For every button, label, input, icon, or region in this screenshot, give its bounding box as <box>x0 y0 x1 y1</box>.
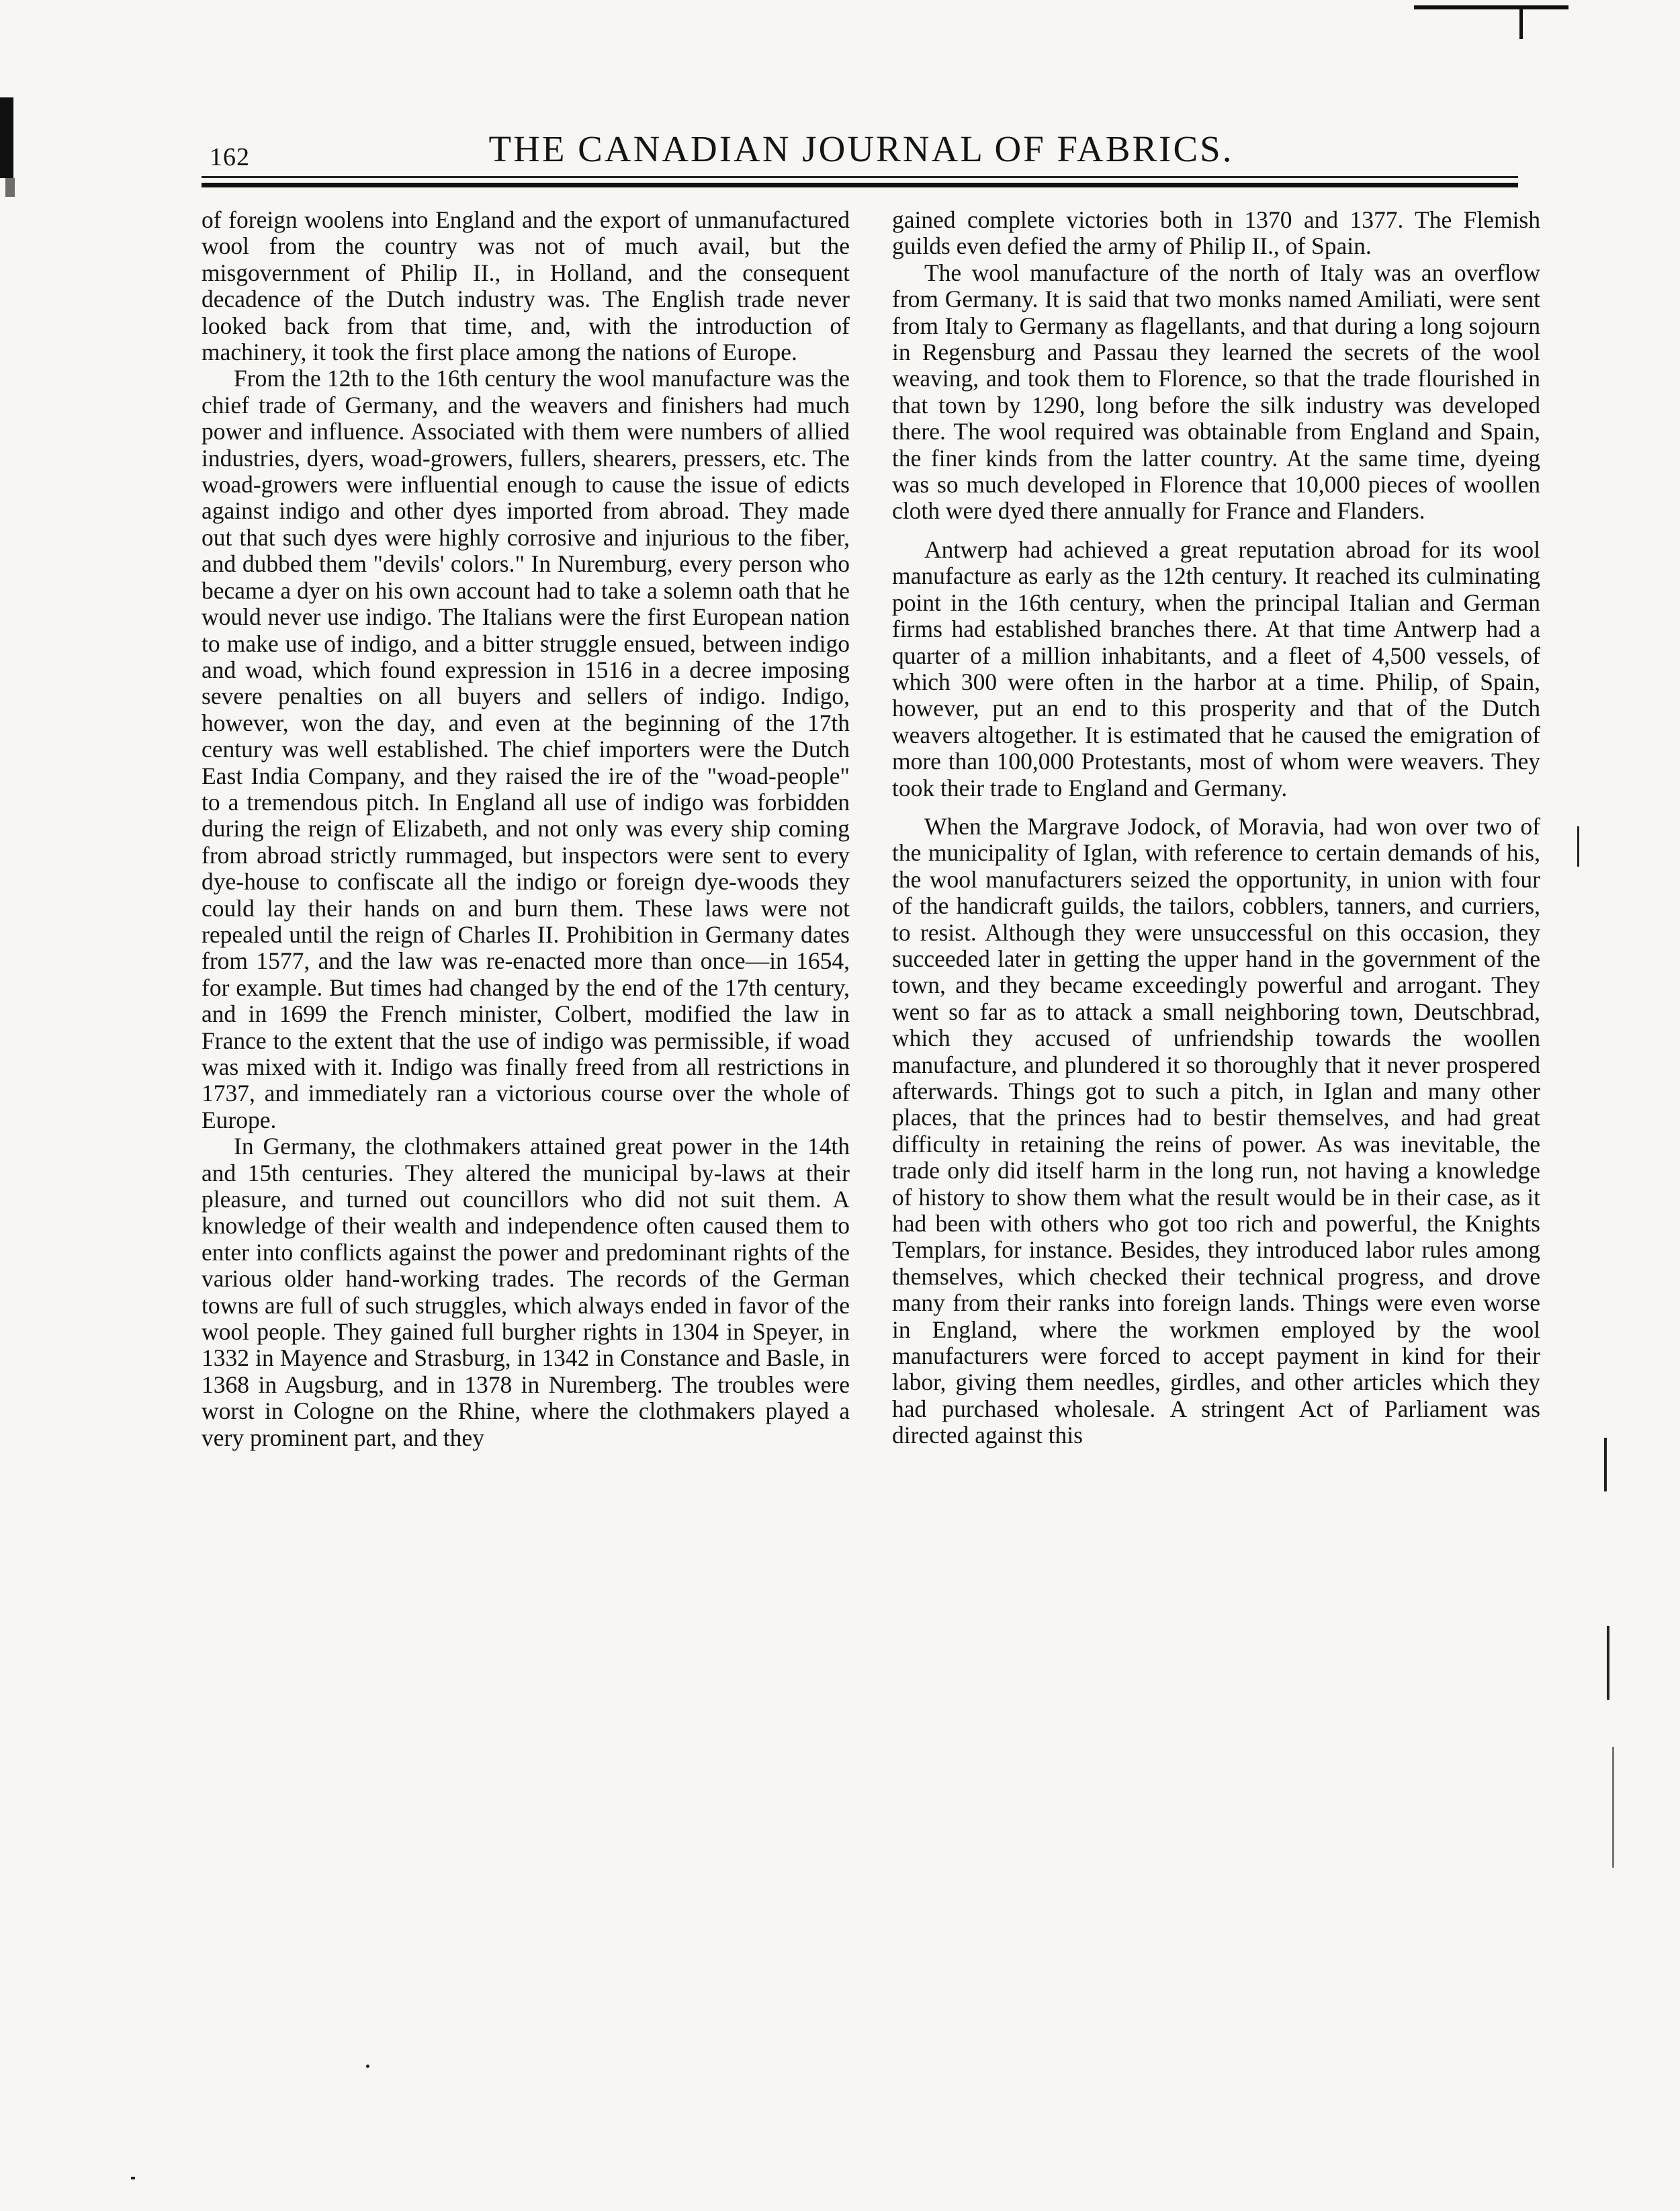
page-speck <box>131 2177 135 2179</box>
margin-mark <box>1612 1747 1614 1868</box>
page-speck <box>366 2065 369 2068</box>
margin-mark <box>1577 826 1579 867</box>
journal-title: THE CANADIAN JOURNAL OF FABRICS. <box>488 128 1234 169</box>
binding-edge-mark <box>0 97 13 178</box>
paragraph: of foreign woolens into England and the export of unmanufactured wool from the country was not of much avail, but the misgovernment of Philip II., in Holland, and the consequent decadence of the Dutch industry was. The English trade never looked back from that time, and, with the introduction of machinery, it took the first place among the nations of Europe. <box>202 207 850 366</box>
page-header <box>210 128 1513 175</box>
corner-rule <box>1414 5 1568 9</box>
right-column <box>892 207 1540 2108</box>
paragraph: In Germany, the clothmakers attained great power in the 14th and 15th centuries. They altered the municipal by-laws at their pleasure, and turned out councillors who did not suit them. A knowledge of their wealth and independence often caused them to enter into conflicts against the power and predominant rights of the various older hand-working trades. The records of the German towns are full of such struggles, which always ended in favor of the wool people. They gained full burgher rights in 1304 in Speyer, in 1332 in Mayence and Strasburg, in 1342 in Constance and Basle, in 1368 in Augsburg, and in 1378 in Nuremberg. The troubles were worst in Cologne on the Rhine, where the clothmakers played a very prominent part, and they <box>202 1133 850 1451</box>
binding-edge-smudge <box>5 178 15 197</box>
corner-tick <box>1519 5 1523 39</box>
left-column <box>202 207 850 2108</box>
paragraph: From the 12th to the 16th century the wool manufacture was the chief trade of Germany, and the weavers and finishers had much power and influence. Associated with them were numbers of allied industries, dyers, woad-growers, fullers, shearers, pressers, etc. The woad-growers were influential enough to cause the issue of edicts against indigo and other dyes imported from abroad. They made out that such dyes were highly corrosive and injurious to the fiber, and dubbed them "devils' colors." In Nuremburg, every person who became a dyer on his own account had to take a solemn oath that he would never use indigo. The Italians were the first European nation to make use of indigo, and a bitter struggle ensued, between indigo and woad, which found expression in 1516 in a decree imposing severe penalties on all buyers and sellers of indigo. Indigo, however, won the day, and even at the beginning of the 17th century was well established. The chief importers were the Dutch East India Company, and they raised the ire of the "woad-people" to a tremendous pitch. In England all use of indigo was forbidden during the reign of Elizabeth, and not only was every ship coming from abroad strictly rummaged, but inspectors were sent to every dye-house to confiscate all the indigo or foreign dye-woods they could lay their hands on and burn them. These laws were not repealed until the reign of Charles II. Prohibition in Germany dates from 1577, and the law was re-enacted more than once—in 1654, for example. But times had changed by the end of the 17th century, and in 1699 the French minister, Colbert, modified the law in France to the extent that the use of indigo was permissible, if woad was mixed with it. Indigo was finally freed from all restrictions in 1737, and immediately ran a victorious course over the whole of Europe. <box>202 365 850 1133</box>
header-rule-thick <box>202 183 1518 187</box>
margin-mark <box>1604 1438 1607 1491</box>
header-rule-thin <box>202 176 1518 178</box>
paragraph: gained complete victories both in 1370 and 1377. The Flemish guilds even defied the army of Philip II., of Spain. <box>892 207 1540 260</box>
margin-mark <box>1607 1626 1609 1700</box>
paragraph: The wool manufacture of the north of Italy was an overflow from Germany. It is said that two monks named Amiliati, were sent from Italy to Germany as flagellants, and that during a long sojourn in Regensburg and Passau they learned the secrets of the wool weaving, and took them to Florence, so that the trade flourished in that town by 1290, long before the silk industry was developed there. The wool required was obtainable from England and Spain, the finer kinds from the latter country. At the same time, dyeing was so much developed in Florence that 10,000 pieces of woollen cloth were dyed there annually for France and Flanders. <box>892 259 1540 525</box>
page-number: 162 <box>210 143 250 171</box>
paragraph: Antwerp had achieved a great reputation abroad for its wool manufacture as early as the 12th century. It reached its culminating point in the 16th century, when the principal Italian and German firms had established branches there. At that time Antwerp had a quarter of a million inhabitants, and a fleet of 4,500 vessels, of which 300 were often in the harbor at a time. Philip, of Spain, however, put an end to this prosperity and that of the Dutch weavers altogether. It is estimated that he caused the emigration of more than 100,000 Protestants, most of whom were weavers. They took their trade to England and Germany. <box>892 535 1540 801</box>
paragraph: When the Margrave Jodock, of Moravia, had won over two of the municipality of Iglan, with reference to certain demands of his, the wool manufacturers seized the opportunity, in union with four of the handicraft guilds, the tailors, cobblers, tanners, and curriers, to resist. Although they were unsuccessful on this occasion, they succeeded later in getting the upper hand in the government of the town, and they became exceedingly powerful and arrogant. They went so far as to attack a small neighboring town, Deutschbrad, which they accused of unfriendship towards the woollen manufacture, and plundered it so thoroughly that it never prospered afterwards. Things got to such a pitch, in Iglan and many other places, that the princes had to bestir themselves, and had great difficulty in retaining the reins of power. As was inevitable, the trade only did itself harm in the long run, not having a knowledge of history to show them what the result would be in their case, as it had been with others who got too rich and powerful, the Knights Templars, for instance. Besides, they introduced labor rules among themselves, which checked their technical progress, and drove many from their ranks into foreign lands. Things were even worse in England, where the workmen employed by the wool manufacturers were forced to accept payment in kind for their labor, giving them needles, girdles, and other articles which they had purchased wholesale. A stringent Act of Parliament was directed against this <box>892 812 1540 1449</box>
